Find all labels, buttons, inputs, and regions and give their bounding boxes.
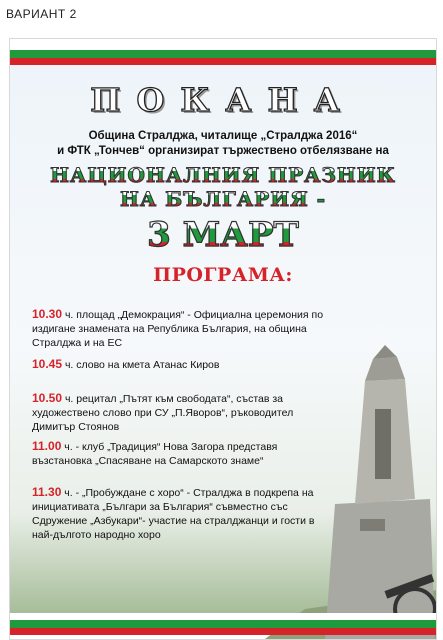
program-item bbox=[32, 307, 332, 350]
program-item-text: ч. - клуб „Традиция“ Нова Загора представя възстановка „Спасяване на Самарското знаме“ bbox=[32, 441, 278, 467]
intro-line-2: и ФТК „Тончев“ организират тържествено отбелязване на bbox=[57, 145, 389, 157]
program-item-time: 11.30 bbox=[32, 485, 62, 499]
program-item-time: 11.00 bbox=[32, 439, 62, 453]
variant-label: ВАРИАНТ 2 bbox=[6, 7, 77, 21]
holiday-title-line-1: НАЦИОНАЛНИЯ ПРАЗНИК bbox=[10, 163, 436, 187]
invitation-title: ПОКАНА bbox=[90, 81, 356, 119]
program-item bbox=[32, 357, 332, 372]
program-item bbox=[32, 439, 332, 468]
program-item-time: 10.30 bbox=[32, 307, 63, 321]
program-heading: ПРОГРАМА: bbox=[153, 264, 293, 286]
program-item-text: ч. площад „Демокрация“ - Официална церемония по издигане знамената на Република България, на община Стралджа и на ЕС bbox=[32, 309, 324, 349]
flag-stripe-top bbox=[10, 43, 436, 65]
holiday-date: 3 МАРТ bbox=[10, 215, 436, 255]
invitation-poster bbox=[9, 38, 437, 640]
holiday-title-line-2: НА БЪЛГАРИЯ - bbox=[10, 187, 436, 211]
program-item-text: ч. слово на кмета Атанас Киров bbox=[62, 359, 220, 371]
program-item-time: 10.50 bbox=[32, 391, 63, 405]
program-item-time: 10.45 bbox=[32, 357, 63, 371]
program-item bbox=[32, 391, 332, 434]
intro-line-1: Община Стралджа, читалище „Стралджа 2016“ bbox=[88, 130, 358, 142]
program-item-text: ч. рецитал „Пътят към свободата“, състав за художествено слово при СУ „П.Яворов“, ръководител Димитър Стоянов bbox=[32, 393, 294, 433]
program-item-text: ч. - „Пробуждане с хоро“ - Стралджа в подкрепа на инициативата „Българи за България“ съвместно със Сдружение „Азбукари“- участие на стралджанци и гости в най-дългото народно хоро bbox=[32, 487, 315, 541]
program-item bbox=[32, 485, 332, 542]
intro-text bbox=[10, 129, 436, 159]
flag-stripe-bottom bbox=[10, 613, 436, 635]
